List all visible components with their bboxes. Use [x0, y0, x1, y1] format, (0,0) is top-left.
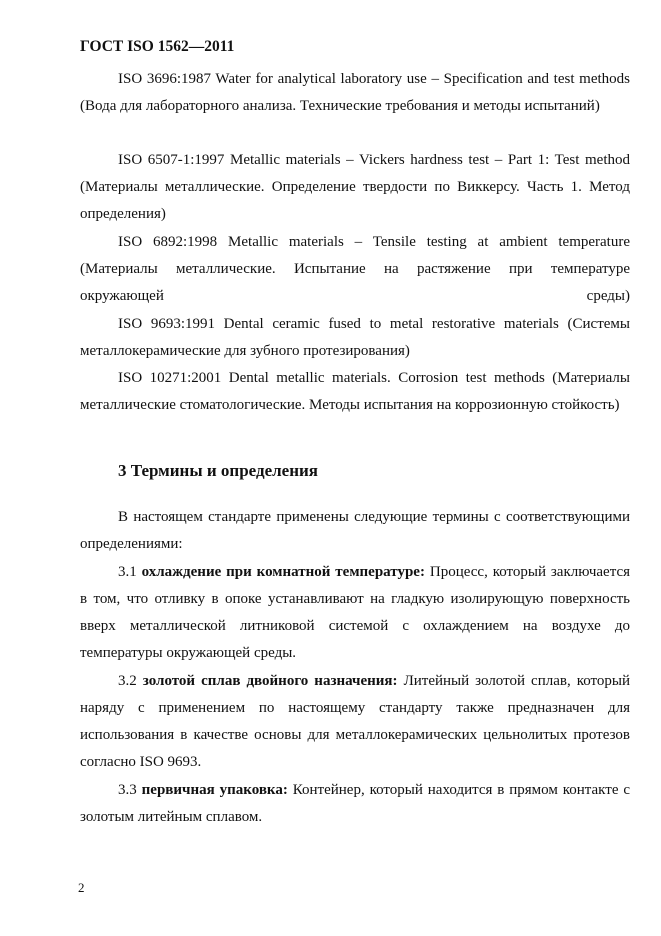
reference-iso-10271: ISO 10271:2001 Dental metallic materials. Corrosion test methods (Материалы металлические стоматологические. Методы испытания на коррозионную стойкость) [80, 370, 630, 413]
reference-iso-6892: ISO 6892:1998 Metallic materials – Tensile testing at ambient temperature (Материалы металлические. Испытание на растяжение при температуре окружающей среды) [80, 234, 630, 304]
definition-number: 3.3 [118, 782, 137, 798]
definition-number: 3.2 [118, 673, 137, 689]
definition-term: золотой сплав двойного назначения: [142, 673, 398, 689]
definition-term: первичная упаковка: [141, 782, 288, 798]
reference-iso-6507: ISO 6507-1:1997 Metallic materials – Vickers hardness test – Part 1: Test method (Материалы металлические. Определение твердости по Виккерсу. Часть 1. Метод определения) [80, 152, 630, 222]
definition-3-3 [80, 777, 630, 831]
section-title: 3 Термины и определения [118, 461, 319, 480]
definition-text: Контейнер, который находится в прямом контакте с золотым литейным сплавом. [80, 782, 631, 825]
definition-3-1 [80, 559, 630, 667]
definition-term: охлаждение при комнатной температуре: [141, 564, 425, 580]
reference-iso-3696: ISO 3696:1987 Water for analytical laboratory use – Specification and test methods (Вода для лабораторного анализа. Технические требования и методы испытаний) [80, 71, 630, 114]
page-number: 2 [78, 880, 85, 895]
document-header: ГОСТ ISO 1562—2011 [80, 38, 235, 55]
definition-3-2 [80, 668, 630, 776]
intro-paragraph: В настоящем стандарте применены следующие термины с соответствующими определениями: [80, 509, 630, 552]
reference-iso-9693: ISO 9693:1991 Dental ceramic fused to metal restorative materials (Системы металлокерамические для зубного протезирования) [80, 316, 630, 359]
definition-number: 3.1 [118, 564, 137, 580]
definition-text: Литейный золотой сплав, который наряду с применением по настоящему стандарту также предназначен для использования в качестве основы для металлокерамических цельнолитых протезов согласно ISO 9693. [80, 673, 631, 770]
definition-text: Процесс, который заключается в том, что отливку в опоке устанавливают на гладкую изолирующую поверхность вверх металлической литниковой системой с охлаждением на воздухе до температуры окружающей среды. [80, 564, 631, 661]
